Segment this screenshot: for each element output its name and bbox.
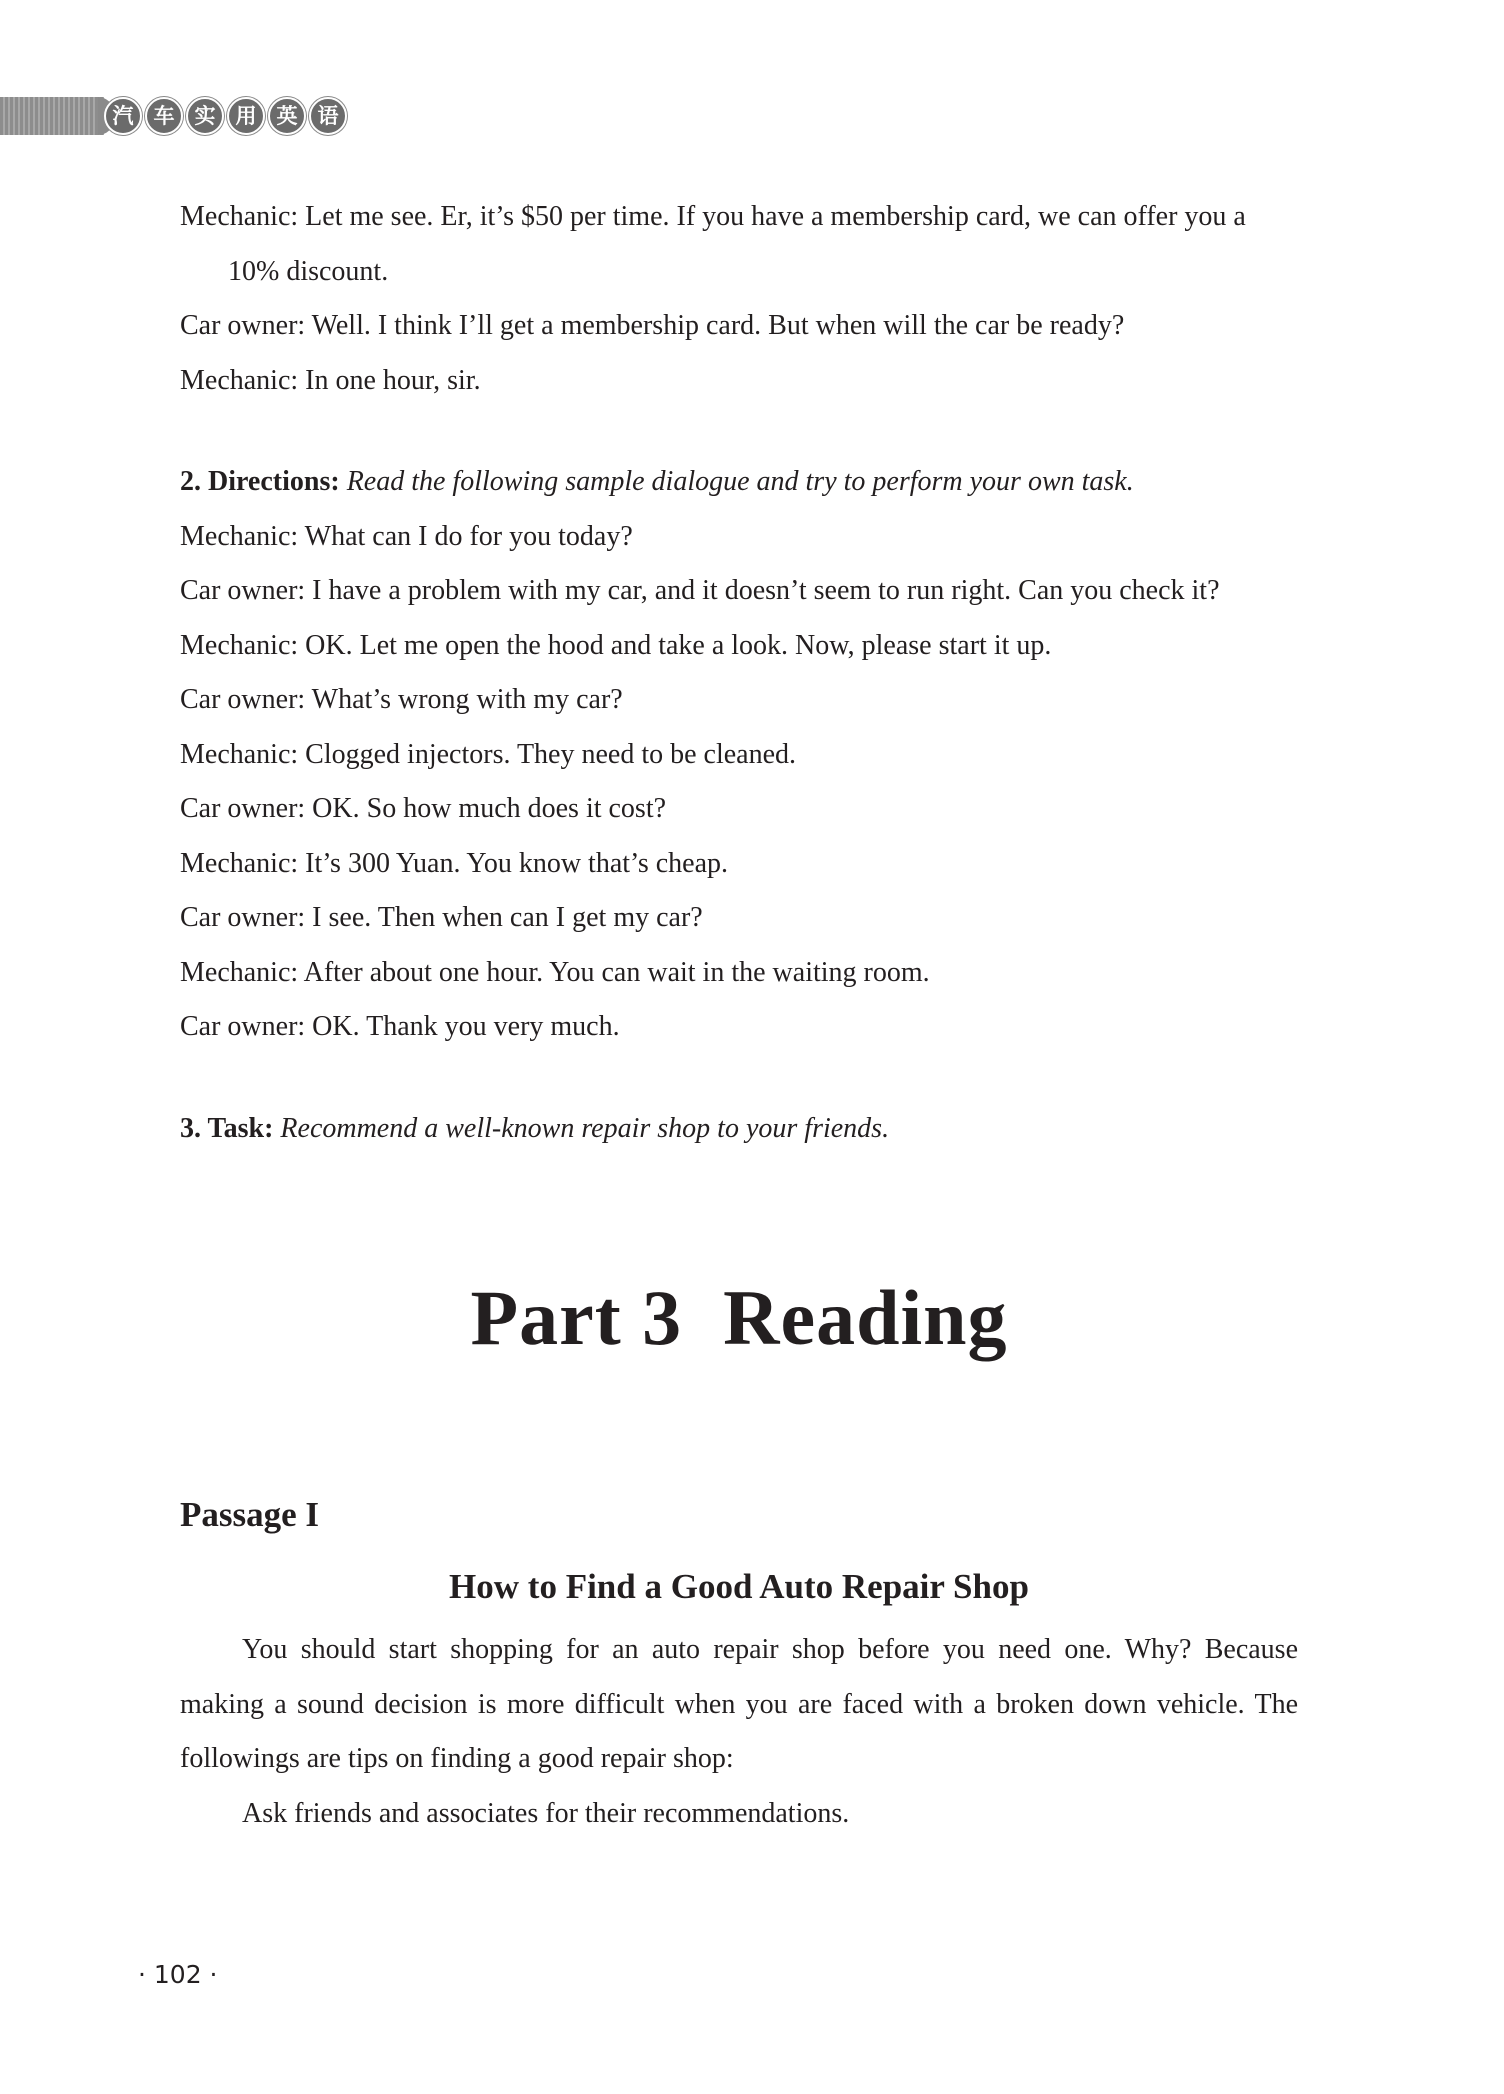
dialogue-line: Car owner: I have a problem with my car, and it doesn’t seem to run right. Can you check it? [180,575,1220,606]
dialogue-line: Mechanic: OK. Let me open the hood and take a look. Now, please start it up. [180,629,1052,661]
passage-paragraph: You should start shopping for an auto repair shop before you need one. Why? Because making a sound decision is more difficult when you are faced with a broken down vehicle. The followings are tips on finding a good repair shop: [180,1634,1298,1774]
dialogue-line: Car owner: OK. So how much does it cost? [180,793,667,824]
dialogue-line: 10% discount. [228,255,389,287]
dialogue-line: Car owner: Well. I think I’ll get a membership card. But when will the car be ready? [180,310,1125,341]
passage-title: How to Find a Good Auto Repair Shop [449,1567,1029,1606]
passage-label: Passage I [180,1495,320,1534]
dialogue-line: Mechanic: After about one hour. You can wait in the waiting room. [180,956,930,988]
directions-heading [180,455,1298,510]
dialogue-line: Mechanic: In one hour, sir. [180,364,481,396]
task-label: 3. Task: [180,1112,274,1144]
header-char: 汽 [104,97,142,135]
directions-instruction: Read the following sample dialogue and try to perform your own task. [346,466,1134,497]
directions-label: 2. Directions: [180,466,340,497]
dialogue-line: Mechanic: Clogged injectors. They need to be cleaned. [180,738,797,770]
section-task [180,1102,1298,1157]
dialogue-line: Car owner: OK. Thank you very much. [180,1011,620,1042]
header-stripe [0,97,104,135]
dialogue-line: Car owner: I see. Then when can I get my car? [180,902,703,933]
dialogue-line: Mechanic: What can I do for you today? [180,520,633,552]
header-char: 实 [186,97,224,135]
header-char: 用 [227,97,265,135]
page-content [180,190,1298,1841]
dialogue-1 [180,190,1298,408]
page-number: · 102 · [138,1960,218,1989]
dialogue-line: Mechanic: It’s 300 Yuan. You know that’s cheap. [180,847,728,879]
passage-paragraph: Ask friends and associates for their recommendations. [242,1797,850,1829]
dialogue-line: Mechanic: Let me see. Er, it’s $50 per time. If you have a membership card, we can offer you a [180,201,1246,232]
part-title: Part 3 Reading [470,1274,1008,1361]
task-heading [180,1102,1298,1157]
running-header-title [104,97,347,135]
task-instruction: Recommend a well-known repair shop to your friends. [280,1112,890,1144]
header-char: 英 [268,97,306,135]
header-char: 语 [309,97,347,135]
dialogue-line: Car owner: What’s wrong with my car? [180,684,623,715]
header-char: 车 [145,97,183,135]
section-directions [180,455,1298,1055]
